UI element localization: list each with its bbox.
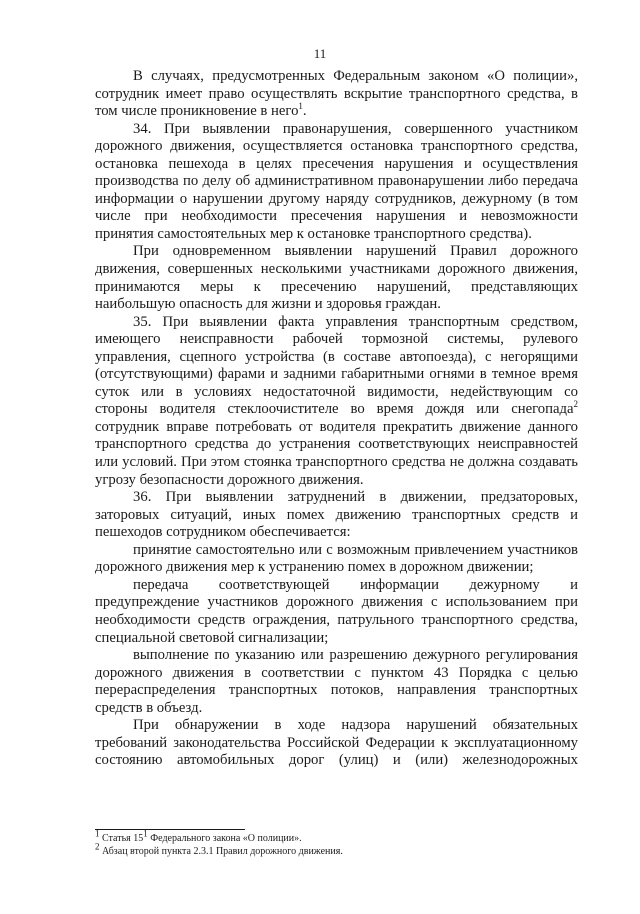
footnote-mark-2: 2	[95, 841, 100, 852]
footnote-text: Статья 15	[102, 833, 144, 844]
paragraph-35	[95, 314, 578, 489]
footnote-1	[95, 828, 578, 845]
paragraph-road-violations: При обнаружении в ходе надзора нарушений обязательных требований законодательства Российской Федерации к эксплуатационному состоянию автомобильных дорог (улиц) и (или) железнодорожных	[95, 717, 578, 769]
paragraph-text: В случаях, предусмотренных Федеральным законом «О полиции», сотрудник имеет право осуществлять вскрытие транспортного средства, в том числе проникновение в него	[95, 68, 578, 120]
footnote-text: Абзац второй пункта 2.3.1 Правил дорожного движения.	[102, 846, 343, 857]
paragraph-tail: сотрудник вправе потребовать от водителя прекратить движение данного транспортного средства до устранения соответствующих неисправностей или условий. При этом стоянка транспортного средства не должна создавать угрозу безопасности дорожного движения.	[95, 418, 578, 488]
footnotes	[95, 828, 578, 858]
footnote-text-tail: Федерального закона «О полиции».	[147, 833, 302, 844]
paragraph-text: 35. При выявлении факта управления транспортным средством, имеющего неисправности рабочей тормозной системы, рулевого управления, сцепного устройства (в составе автопоезда), с негорящими (отсутствующими) фарами и задними габаритными огнями в темное время суток или в условиях недостаточной видимости, недействующим со стороны водителя стеклоочистителе во время дождя или снегопада	[95, 313, 578, 418]
footnote-ref-2: 2	[573, 399, 578, 410]
footnote-separator	[95, 829, 245, 830]
page-number: 11	[313, 46, 327, 61]
footnote-sup: 1	[143, 828, 148, 839]
footnote-2	[95, 841, 578, 858]
paragraph-34: 34. При выявлении правонарушения, совершенного участником дорожного движения, осуществляется остановка транспортного средства, остановка пешехода в целях пресечения нарушения и осуществления производства по делу об административном правонарушении либо передача информации о нарушении другому наряду сотрудников, дежурному (в том числе при необходимости пресечения нарушения и невозможности принятия самостоятельных мер к остановке транспортного средства).	[95, 120, 578, 242]
document-body	[95, 68, 578, 770]
paragraph-regulation: выполнение по указанию или разрешению дежурного регулирования дорожного движения в соответствии с пунктом 43 Порядка с целью перераспределения транспортных потоков, направления транспортных средств в объезд.	[95, 647, 578, 716]
paragraph-measures-removal: принятие самостоятельно или с возможным привлечением участников дорожного движения мер к устранению помех в дорожном движении;	[95, 541, 578, 576]
paragraph-simultaneous-violations: При одновременном выявлении нарушений Правил дорожного движения, совершенных несколькими участниками дорожного движения, принимаются меры к пресечению нарушений, представляющих наибольшую опасность для жизни и здоровья граждан.	[95, 243, 578, 313]
footnote-mark-1: 1	[95, 828, 100, 839]
paragraph-tail: .	[302, 103, 307, 120]
footnote-ref-1: 1	[298, 101, 303, 112]
paragraph-information-transfer: передача соответствующей информации дежурному и предупреждение участников дорожного движения с использованием при необходимости средств ограждения, патрульного транспортного средства, специальной световой сигнализации;	[95, 576, 578, 646]
paragraph-police-law	[95, 68, 578, 121]
paragraph-36: 36. При выявлении затруднений в движении, предзаторовых, заторовых ситуаций, иных помех движению транспортных средств и пешеходов сотрудником обеспечивается:	[95, 489, 578, 541]
